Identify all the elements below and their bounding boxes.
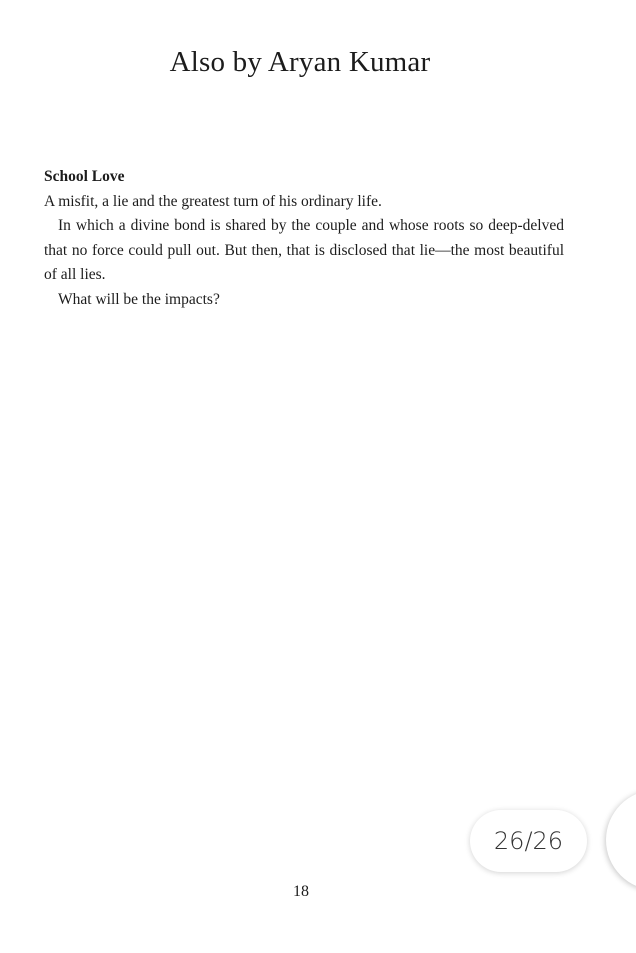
book-description: In which a divine bond is shared by the couple and whose roots so deep-delved that no force could pull out. But then, that is disclosed that lie—the most beautiful of all lies. [44, 217, 564, 283]
book-title: School Love [44, 168, 125, 185]
book-question: What will be the impacts? [58, 290, 220, 308]
floating-action-button[interactable] [606, 790, 636, 890]
page-number: 18 [293, 883, 309, 900]
page-counter-badge[interactable] [470, 810, 587, 872]
book-tagline: A misfit, a lie and the greatest turn of his ordinary life. [44, 192, 382, 210]
page-heading: Also by Aryan Kumar [169, 46, 431, 78]
book-entry [44, 165, 564, 312]
page-counter-label: 26/26 [493, 827, 564, 855]
